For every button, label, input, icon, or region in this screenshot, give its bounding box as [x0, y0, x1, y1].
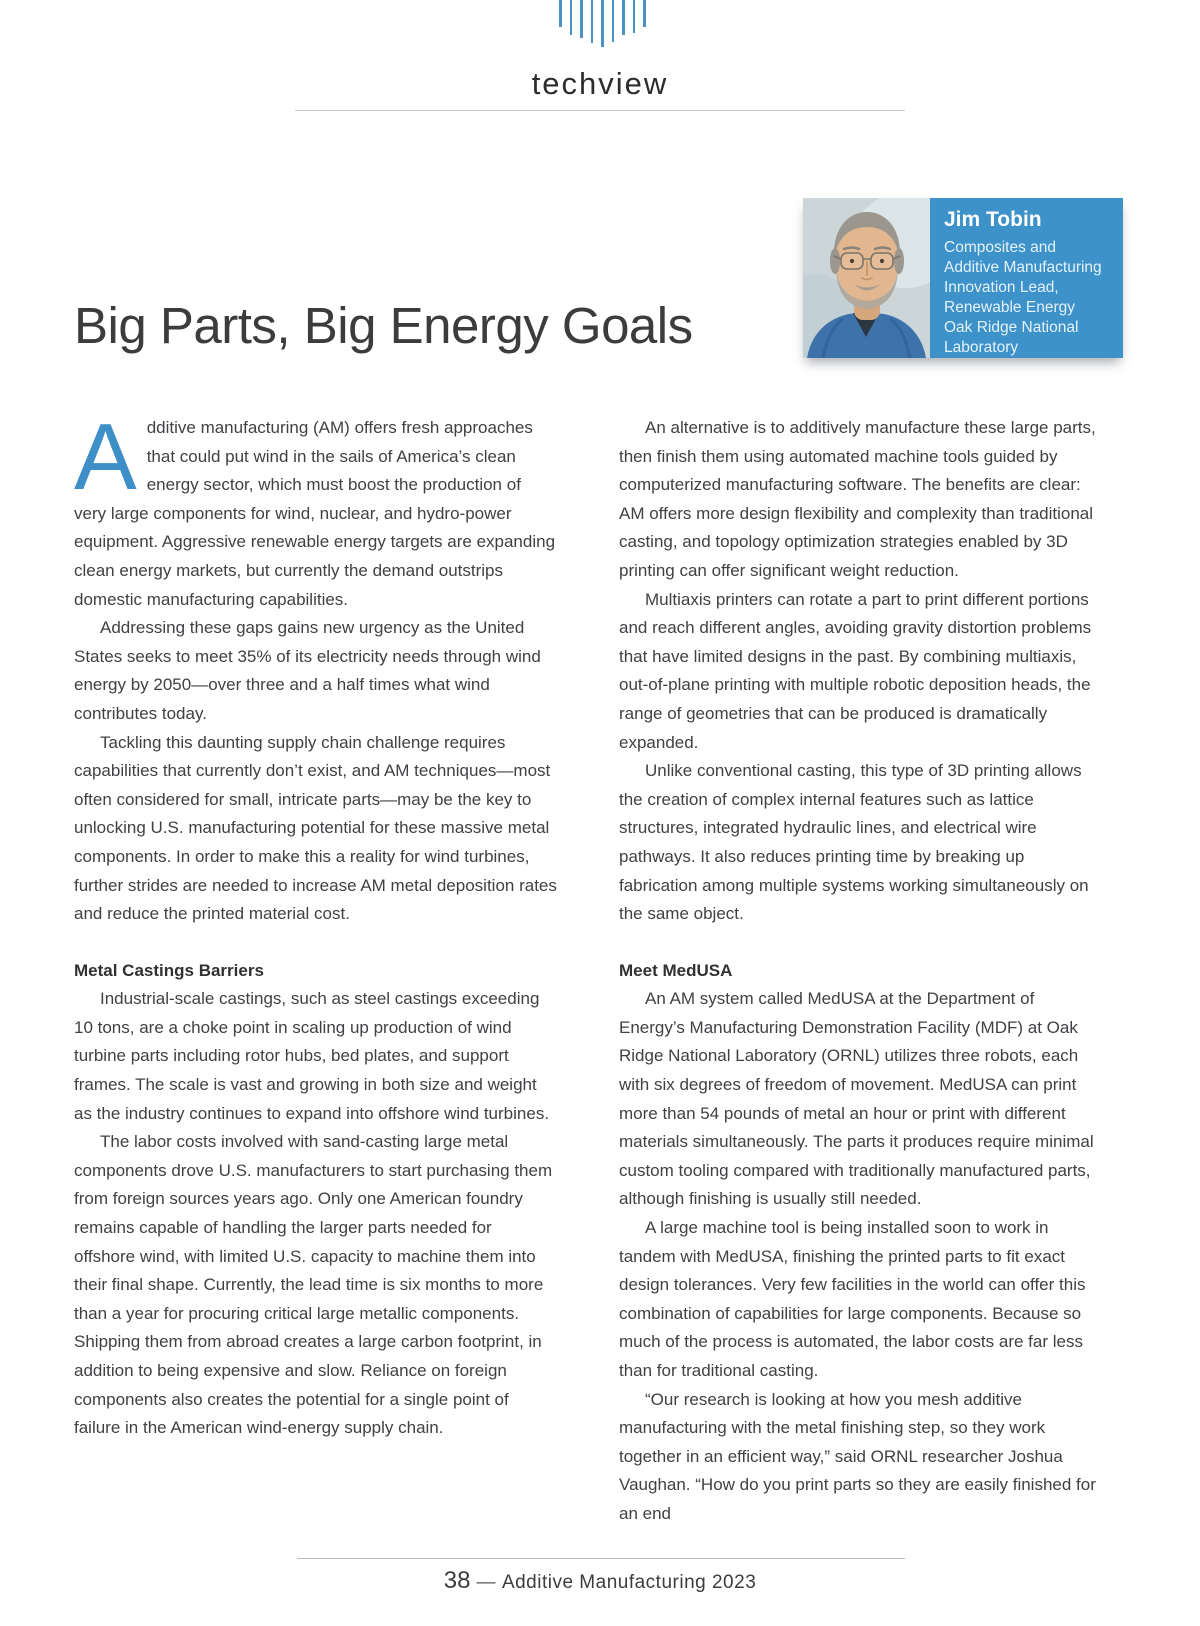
author-role-line: Additive Manufacturing — [944, 259, 1102, 276]
header-divider — [295, 110, 905, 111]
author-photo — [803, 198, 930, 358]
techview-bars-logo-icon — [559, 0, 646, 47]
author-role-line: Laboratory — [944, 339, 1019, 356]
author-info-box — [930, 198, 1123, 358]
author-portrait-illustration — [803, 198, 930, 358]
page-number: 38 — [443, 1567, 471, 1594]
page-footer — [0, 1567, 1200, 1595]
article-title: Big Parts, Big Energy Goals — [74, 297, 693, 354]
author-role-line: Renewable Energy — [944, 299, 1075, 316]
author-profile-card — [803, 198, 1123, 358]
paragraph: Addressing these gaps gains new urgency as the United States seeks to meet 35% of its electricity needs through wind energy by 2050—over three and a half times what wind contributes today. — [74, 618, 541, 723]
paragraph: Industrial-scale castings, such as steel castings exceeding 10 tons, are a choke point in scaling up production of wind turbine parts including rotor hubs, bed plates, and support frames. The scale is vast and growing in both size and weight as the industry continues to expand into offshore wind turbines. — [74, 989, 550, 1123]
article-body — [74, 404, 1124, 1529]
paragraph: The labor costs involved with sand-casting large metal components drove U.S. manufacturers to start purchasing them from foreign sources years ago. Only one American foundry remains capable of handling the larger parts needed for offshore wind, with limited U.S. capacity to machine them into their final shape. Currently, the lead time is six months to more than a year for procuring critical large metallic components. Shipping them from abroad creates a large carbon footprint, in addition to being expensive and slow. Reliance on foreign components also creates the potential for a single point of failure in the American wind-energy supply chain. — [74, 1132, 553, 1438]
paragraph: Multiaxis printers can rotate a part to print different portions and reach different angles, avoiding gravity distortion problems that have limited designs in the past. By combining multiaxis, out-of-plane printing with multiple robotic deposition heads, the range of geometries that can be produced is dramatically expanded. — [619, 589, 1092, 752]
paragraph: Tackling this daunting supply chain challenge requires capabilities that currently don’t exist, and AM techniques—most often considered for small, intricate parts—may be the key to unlocking U.S. manufacturing potential for these massive metal components. In order to make this a reality for wind turbines, further strides are needed to increase AM metal deposition rates and reduce the printed material cost. — [74, 732, 557, 924]
paragraph: “Our research is looking at how you mesh additive manufacturing with the metal finishing step, so they work together in an efficient way,” said ORNL researcher Joshua Vaughan. “How do you print parts so they are easily finished for an end — [619, 1389, 1096, 1523]
masthead-title: techview — [531, 66, 669, 101]
author-name: Jim Tobin — [944, 208, 1042, 231]
paragraph: An alternative is to additively manufacture these large parts, then finish them using automated machine tools guided by computerized manufacturing software. The benefits are clear: AM offers more design flexibility and complexity than traditional casting, and topology optimization strategies enabled by 3D printing can offer significant weight reduction. — [619, 418, 1096, 580]
section-heading-metal-castings-barriers: Metal Castings Barriers — [74, 960, 264, 980]
footer-separator: — — [476, 1572, 496, 1593]
paragraph-text: dditive manufacturing (AM) offers fresh approaches that could put wind in the sails of America’s clean energy sector, which must boost the production of very large components for wind, nuclear, and hydro-power equipment. Aggressive renewable energy targets are expanding clean energy markets, but currently the demand outstrips domestic manufacturing capabilities. — [74, 418, 556, 609]
paragraph: Unlike conventional casting, this type of 3D printing allows the creation of complex internal features such as lattice structures, integrated hydraulic lines, and electrical wire pathways. It also reduces printing time by breaking up fabrication among multiple systems working simultaneously on the same object. — [619, 761, 1089, 924]
section-heading-meet-medusa: Meet MedUSA — [619, 960, 733, 980]
paragraph: A large machine tool is being installed soon to work in tandem with MedUSA, finishing the printed parts to fit exact design tolerances. Very few facilities in the world can offer this combination of capabilities for large components. Because so much of the process is automated, the labor costs are far less than for traditional casting. — [619, 1218, 1086, 1380]
paragraph: An AM system called MedUSA at the Department of Energy’s Manufacturing Demonstration Facility (MDF) at Oak Ridge National Laboratory (ORNL) utilizes three robots, each with six degrees of freedom of movement. MedUSA can print more than 54 pounds of metal an hour or print with different materials simultaneously. The parts it produces require minimal custom tooling compared with traditionally manufactured parts, although finishing is usually still needed. — [619, 989, 1094, 1209]
author-role-line: Oak Ridge National — [944, 319, 1079, 336]
publication-name: Additive Manufacturing 2023 — [501, 1572, 757, 1593]
footer-divider — [297, 1558, 905, 1559]
author-role-line: Composites and — [944, 239, 1057, 256]
right-column — [619, 414, 1102, 1529]
paragraph-lead — [74, 404, 557, 614]
left-column — [74, 404, 557, 1529]
author-role-line: Innovation Lead, — [944, 279, 1059, 296]
drop-cap: A — [74, 404, 137, 509]
author-role — [944, 238, 1123, 358]
